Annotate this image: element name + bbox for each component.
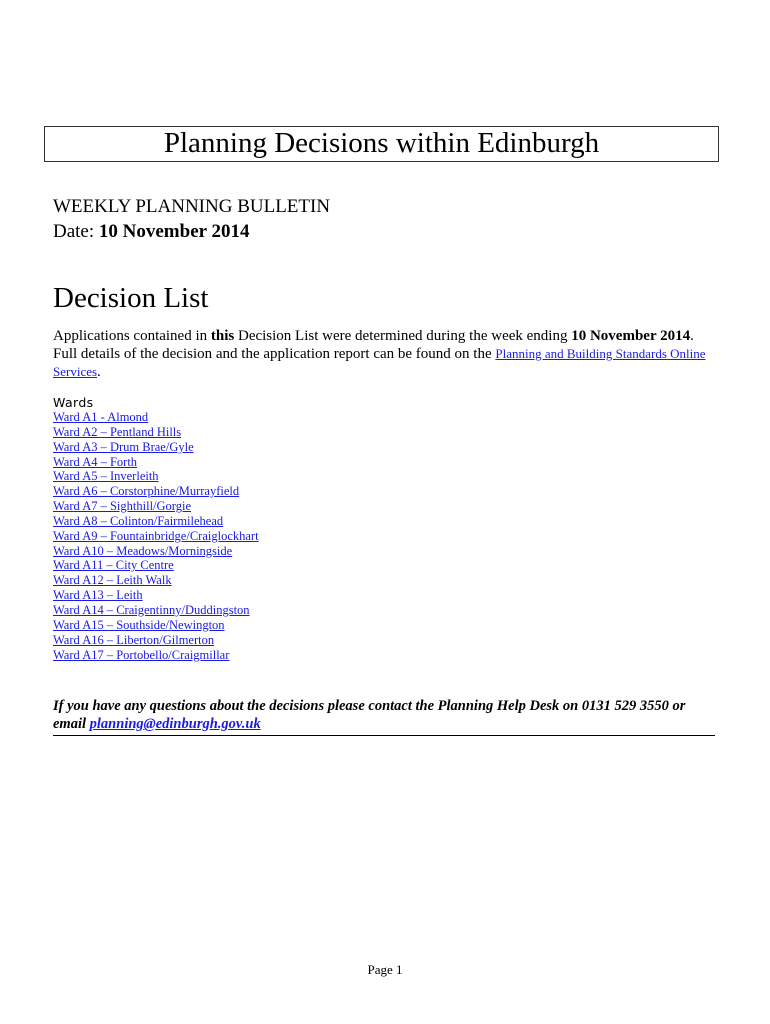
ward-link-a10[interactable]: Ward A10 – Meadows/Morningside: [53, 543, 233, 558]
ward-link-a5[interactable]: Ward A5 – Inverleith: [53, 469, 159, 484]
ward-link-a14[interactable]: Ward A14 – Craigentinny/Duddingston: [53, 602, 250, 617]
ward-link-a4[interactable]: Ward A4 – Forth: [53, 454, 138, 469]
list-item: [53, 484, 259, 499]
list-item: [53, 588, 259, 603]
list-item: [53, 469, 259, 484]
list-item: [53, 648, 259, 663]
list-item: [53, 558, 259, 573]
online-services-link[interactable]: Planning and Building Standards Online Services: [53, 346, 706, 379]
list-item: [53, 618, 259, 633]
ward-list: [53, 410, 259, 662]
bulletin-date-line: [53, 221, 249, 243]
list-item: [53, 544, 259, 559]
intro-text-1: Applications contained in: [53, 328, 211, 344]
intro-text-4: Full details of the decision and the application report can be found on the: [53, 346, 496, 362]
ward-link-a1[interactable]: Ward A1 - Almond: [53, 410, 149, 424]
list-item: [53, 455, 259, 470]
contact-text: If you have any questions about the decisions please contact the Planning Help Desk on 0131 529 3550 or email: [53, 698, 686, 732]
page-number: Page 1: [367, 962, 403, 977]
ward-link-a15[interactable]: Ward A15 – Southside/Newington: [53, 617, 225, 632]
list-item: [53, 529, 259, 544]
list-item: [53, 499, 259, 514]
list-item: [53, 633, 259, 648]
ward-link-a17[interactable]: Ward A17 – Portobello/Craigmillar: [53, 647, 230, 662]
ward-link-a11[interactable]: Ward A11 – City Centre: [53, 558, 174, 573]
wards-label: Wards: [53, 395, 94, 410]
list-item: [53, 440, 259, 455]
email-link[interactable]: planning@edinburgh.gov.uk: [89, 716, 261, 732]
list-item: [53, 410, 259, 425]
ward-link-a2[interactable]: Ward A2 – Pentland Hills: [53, 424, 182, 439]
bulletin-date: 10 November 2014: [98, 221, 250, 242]
ward-link-a8[interactable]: Ward A8 – Colinton/Fairmilehead: [53, 513, 224, 528]
intro-bold-date: 10 November 2014: [571, 328, 691, 344]
decision-list-heading: Decision List: [53, 282, 209, 314]
intro-text-end: .: [97, 364, 101, 380]
list-item: [53, 603, 259, 618]
ward-link-a7[interactable]: Ward A7 – Sighthill/Gorgie: [53, 499, 191, 514]
ward-link-a12[interactable]: Ward A12 – Leith Walk: [53, 573, 172, 588]
date-prefix: Date:: [53, 221, 99, 242]
list-item: [53, 514, 259, 529]
ward-link-a3[interactable]: Ward A3 – Drum Brae/Gyle: [53, 439, 194, 454]
ward-link-a6[interactable]: Ward A6 – Corstorphine/Murrayfield: [53, 484, 240, 499]
list-item: [53, 573, 259, 588]
contact-note: [53, 697, 715, 736]
list-item: [53, 425, 259, 440]
intro-bold-this: this: [210, 328, 235, 344]
intro-text-2: Decision List were determined during the week ending: [234, 328, 572, 344]
intro-paragraph: [53, 328, 723, 381]
title-box: [44, 126, 719, 162]
intro-text-3: .: [690, 328, 694, 344]
ward-link-a9[interactable]: Ward A9 – Fountainbridge/Craiglockhart: [53, 528, 259, 543]
ward-link-a13[interactable]: Ward A13 – Leith: [53, 588, 143, 603]
page-title: Planning Decisions within Edinburgh: [163, 127, 600, 159]
ward-link-a16[interactable]: Ward A16 – Liberton/Gilmerton: [53, 632, 215, 647]
bulletin-label: WEEKLY PLANNING BULLETIN: [53, 196, 331, 217]
